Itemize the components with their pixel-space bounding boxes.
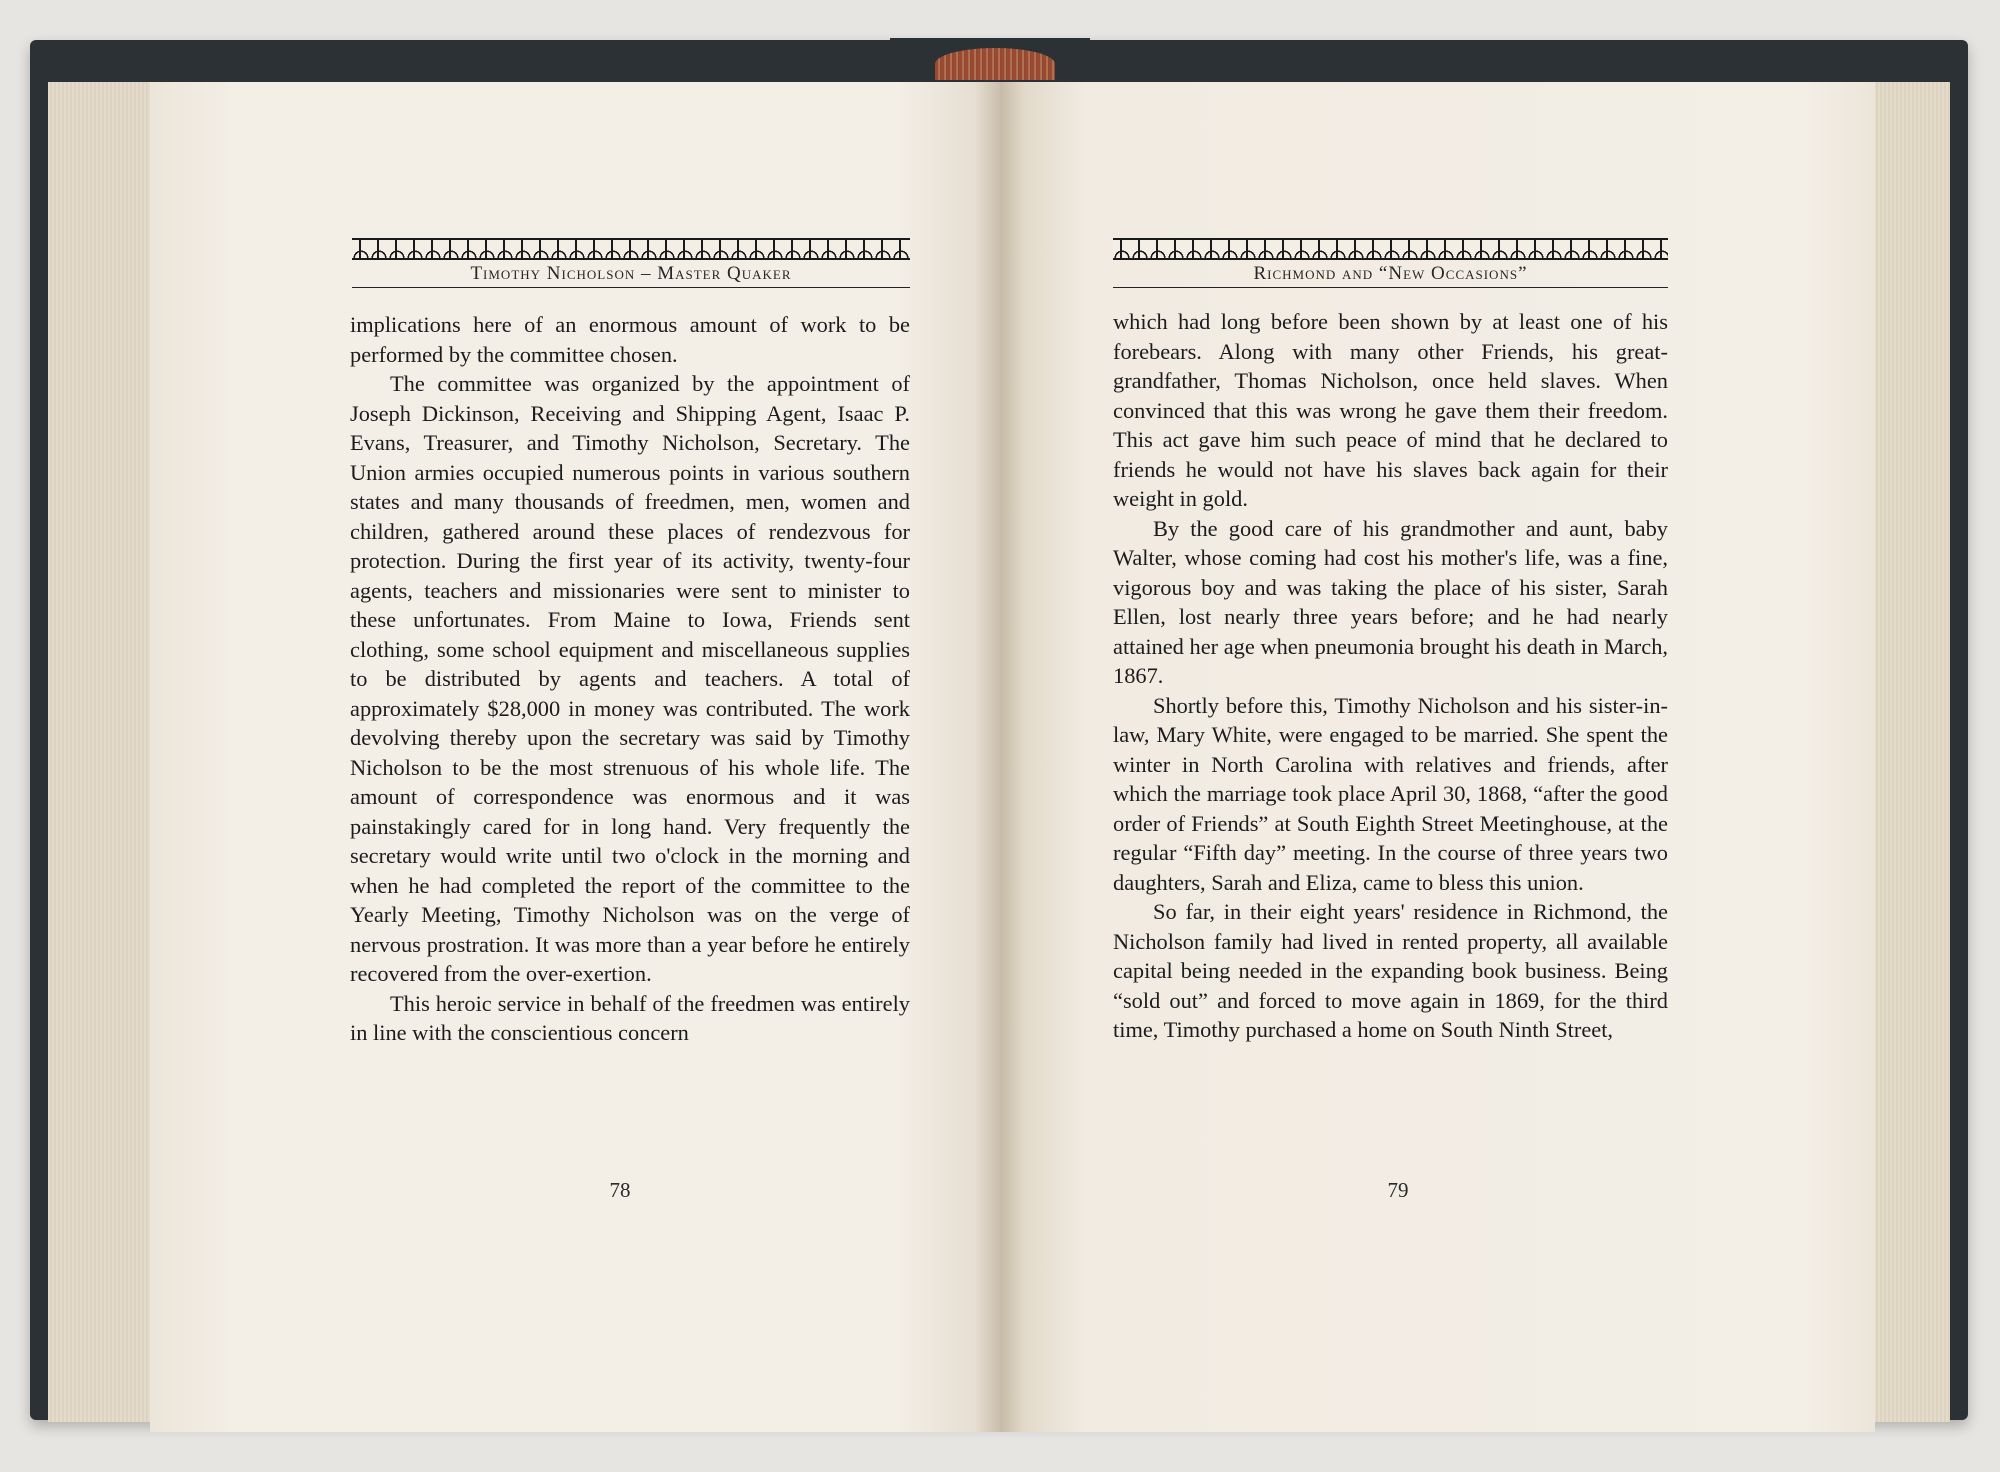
paragraph: which had long before been shown by at least one of his forebears. Along with many other Friends, his great-grandfather, Thomas Nicholson, once held slaves. When convinced that this was wrong he gave them their freedom. This act gave him such peace of mind that he declared to friends he would not have his slaves back again for their weight in gold. <box>1113 309 1668 511</box>
right-running-head: Richmond and “New Occasions” <box>1113 260 1668 288</box>
right-page-number: 79 <box>1387 1178 1409 1202</box>
right-page-edges <box>1870 82 1950 1422</box>
ornamental-border-icon <box>352 238 910 260</box>
paragraph: This heroic service in behalf of the freedmen was entirely in line with the conscientious concern <box>350 990 910 1045</box>
left-running-head: Timothy Nicholson – Master Quaker <box>352 260 910 288</box>
left-page-number: 78 <box>609 1178 631 1202</box>
headband <box>935 48 1055 80</box>
paragraph: So far, in their eight years' residence in Richmond, the Nicholson family had lived in rented property, all available capital being needed in the expanding book business. Being “sold out” and forced to move again in 1869, for the third time, Timothy purchased a home on South Ninth Street, <box>1113 899 1668 1042</box>
paragraph: The committee was organized by the appointment of Joseph Dickinson, Receiving and Shipping Agent, Isaac P. Evans, Treasurer, and Timothy Nicholson, Secretary. The Union armies occupied numerous points in various southern states and many thousands of freedmen, men, women and children, gathered around these places of rendezvous for protection. During the first year of its activity, twenty-four agents, teachers and missionaries were sent to minister to these unfortunates. From Maine to Iowa, Friends sent clothing, some school equipment and miscellaneous supplies to be distributed by agents and teachers. A total of approximately $28,000 in money was contributed. The work devolving thereby upon the secretary was said by Timothy Nicholson to be the most strenuous of his whole life. The amount of correspondence was enormous and it was painstakingly cared for in long hand. Very frequently the secretary would write until two o'clock in the morning and when he had completed the report of the committee to the Yearly Meeting, Timothy Nicholson was on the verge of nervous prostration. It was more than a year before he entirely recovered from the over-exertion. <box>350 371 910 986</box>
left-page-header <box>352 238 910 288</box>
ornamental-border-icon <box>1113 238 1668 260</box>
left-page-body <box>350 310 910 1048</box>
paragraph: By the good care of his grandmother and aunt, baby Walter, whose coming had cost his mother's life, was a fine, vigorous boy and was taking the place of his sister, Sarah Ellen, lost nearly three years before; and he had nearly attained her age when pneumonia brought his death in March, 1867. <box>1113 515 1668 688</box>
gutter-shadow <box>975 82 1025 1432</box>
paragraph: Shortly before this, Timothy Nicholson and his sister-in-law, Mary White, were engaged to be married. She spent the winter in North Carolina with relatives and friends, after which the marriage took place April 30, 1868, “after the good order of Friends” at South Eighth Street Meetinghouse, at the regular “Fifth day” meeting. In the course of three years two daughters, Sarah and Eliza, came to bless this union. <box>1113 692 1668 895</box>
paragraph: implications here of an enormous amount of work to be performed by the committee chosen. <box>350 312 910 367</box>
right-page-body <box>1113 307 1668 1045</box>
right-page-header <box>1113 238 1668 288</box>
left-page-edges <box>48 82 158 1422</box>
